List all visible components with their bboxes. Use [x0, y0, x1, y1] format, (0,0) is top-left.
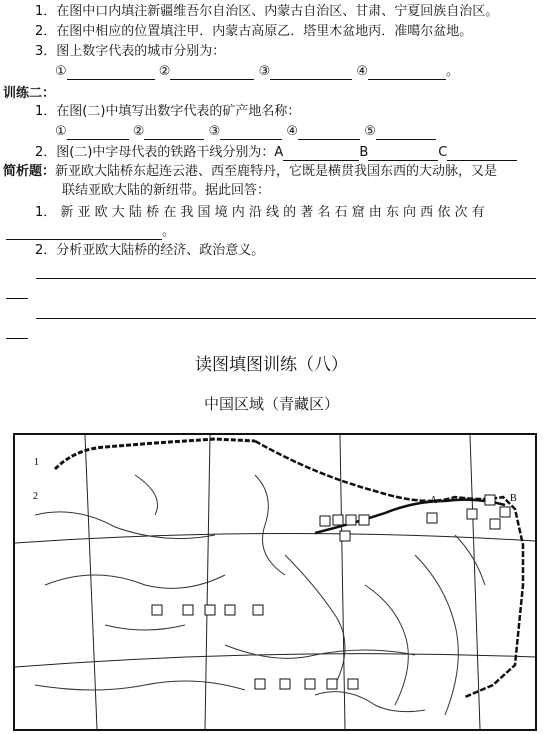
analysis-q2: 2．分析亚欧大陆桥的经济、政治意义。 — [35, 243, 265, 258]
training2-heading: 训练二： — [3, 86, 56, 101]
training1-item3: 3．图上数字代表的城市分别为： — [35, 44, 226, 59]
section-subtitle: 中国区域（青藏区） — [203, 395, 339, 413]
city-blank-4[interactable] — [368, 66, 446, 80]
railway-row — [35, 145, 517, 161]
railway-blank-b[interactable] — [368, 147, 438, 161]
analysis-q1-end: 。 — [162, 224, 176, 239]
map-label-2: 2 — [33, 491, 38, 502]
city-blank-2[interactable] — [170, 66, 254, 80]
analysis-intro-2: 联结亚欧大陆的新纽带。据此回答： — [62, 183, 271, 198]
mineral-blank-5[interactable] — [376, 126, 436, 140]
map-label-a: A — [430, 495, 438, 506]
analysis-intro-text-1: 新亚欧大陆桥东起连云港、西至鹿特丹，它既是横贯我国东西的大动脉，又是 — [55, 164, 498, 179]
qinghai-tibet-map — [13, 433, 537, 731]
graticule — [15, 435, 535, 729]
answer-line-2[interactable] — [36, 318, 536, 319]
analysis-heading: 简析题： — [3, 164, 56, 179]
mineral-blank-3[interactable] — [220, 126, 282, 140]
city-blank-label-3: ③ — [258, 64, 271, 79]
training1-item1: 1．在图中口内填注新疆维吾尔自治区、内蒙古自治区、甘肃、宁夏回族自治区。 — [35, 4, 499, 19]
answer-line-2b[interactable] — [6, 338, 28, 339]
map-label-b: B — [510, 493, 517, 504]
city-blank-label-4: ④ — [356, 64, 369, 79]
map-drawing — [15, 435, 535, 729]
mineral-blank-label-1: ① — [55, 124, 67, 139]
city-blank-label-2: ② — [158, 64, 171, 79]
mineral-blank-label-2: ② — [132, 124, 145, 139]
city-blanks-row — [55, 64, 459, 80]
answer-line-1[interactable] — [36, 278, 536, 279]
mineral-blank-label-5: ⑤ — [364, 124, 376, 139]
railway-label-a: A — [274, 145, 284, 160]
railway-blank-a[interactable] — [283, 147, 359, 161]
city-blank-label-1: ① — [55, 64, 67, 79]
mineral-blank-label-4: ④ — [286, 124, 299, 139]
training2-item1: 1．在图(二)中填写出数字代表的矿产地名称： — [35, 104, 301, 119]
railway-label-c: C — [438, 145, 448, 160]
training2-item2: 2．图(二)中字母代表的铁路干线分别为： — [35, 145, 275, 160]
grotto-answer-blank[interactable] — [6, 226, 162, 240]
mineral-blank-4[interactable] — [298, 126, 360, 140]
answer-line-1b[interactable] — [6, 298, 28, 299]
city-blank-end: 。 — [446, 64, 460, 79]
analysis-intro-1 — [3, 164, 497, 180]
railway-blank-c[interactable] — [447, 147, 517, 161]
mineral-blanks-row — [55, 124, 436, 140]
mineral-blank-2[interactable] — [144, 126, 204, 140]
mineral-blank-1[interactable] — [67, 126, 129, 140]
section-title: 读图填图训练（八） — [195, 355, 348, 375]
city-blank-3[interactable] — [270, 66, 352, 80]
training1-item2: 2．在图中相应的位置填注甲．内蒙古高原乙．塔里木盆地丙．准噶尔盆地。 — [35, 24, 473, 39]
city-blank-1[interactable] — [67, 66, 155, 80]
mineral-blank-label-3: ③ — [208, 124, 221, 139]
analysis-q1: 1． 新 亚 欧 大 陆 桥 在 我 国 境 内 沿 线 的 著 名 石 窟 由 东 向 西 依 次 有 — [35, 205, 485, 220]
map-label-1: 1 — [34, 457, 39, 468]
railway-label-b: B — [359, 145, 369, 160]
analysis-q1-answer — [6, 224, 175, 240]
